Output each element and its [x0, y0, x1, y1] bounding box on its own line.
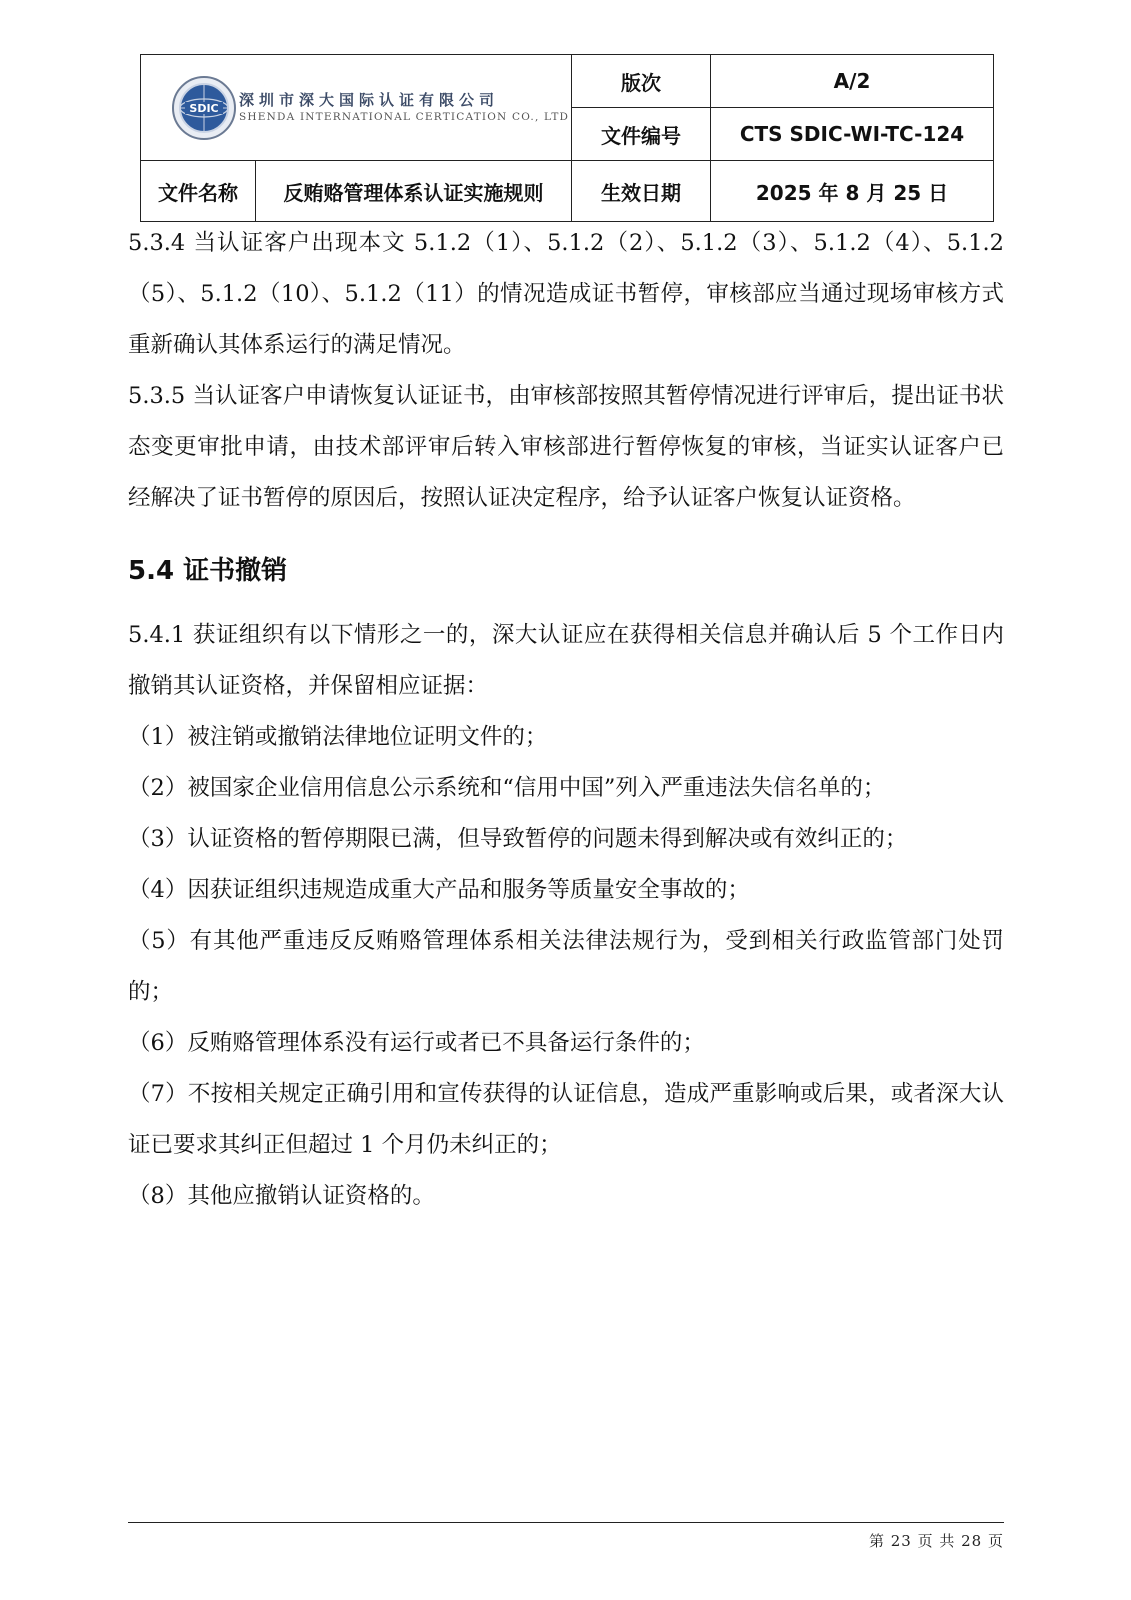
doc-name-value: 反贿赂管理体系认证实施规则 [256, 161, 572, 222]
list-item: （6）反贿赂管理体系没有运行或者已不具备运行条件的； [128, 1030, 705, 1056]
document-body [128, 218, 1004, 1222]
list-item: （1）被注销或撤销法律地位证明文件的； [128, 724, 548, 750]
list-item: （3）认证资格的暂停期限已满，但导致暂停的问题未得到解决或有效纠正的； [128, 826, 908, 852]
version-value: A/2 [711, 55, 994, 108]
list-item: （4）因获证组织违规造成重大产品和服务等质量安全事故的； [128, 877, 750, 903]
list-item: （5）有其他严重违反反贿赂管理体系相关法律法规行为，受到相关行政监管部门处罚的； [128, 928, 1004, 1005]
list-item: （7）不按相关规定正确引用和宣传获得的认证信息，造成严重影响或后果，或者深大认证已要求其纠正但超过 1 个月仍未纠正的； [128, 1081, 1004, 1158]
effective-date-label: 生效日期 [572, 161, 711, 222]
company-logo-cell [141, 55, 572, 161]
company-logo-icon [171, 75, 237, 141]
logo-text: SDIC [189, 101, 219, 115]
effective-date-value: 2025 年 8 月 25 日 [711, 161, 994, 222]
doc-number-label: 文件编号 [572, 108, 711, 161]
version-label: 版次 [572, 55, 711, 108]
section-heading-5-4: 5.4 证书撤销 [128, 556, 288, 586]
page-number: 第 23 页 共 28 页 [868, 1532, 1004, 1550]
paragraph-5-3-4: 5.3.4 当认证客户出现本文 5.1.2（1）、5.1.2（2）、5.1.2（3）、5.1.2（4）、5.1.2（5）、5.1.2（10）、5.1.2（11）的情况造成证书暂停，审核部应当通过现场审核方式重新确认其体系运行的满足情况。 [128, 230, 1004, 358]
paragraph-5-4-1: 5.4.1 获证组织有以下情形之一的，深大认证应在获得相关信息并确认后 5 个工作日内撤销其认证资格，并保留相应证据： [128, 622, 1004, 699]
list-item: （8）其他应撤销认证资格的。 [128, 1183, 435, 1209]
doc-name-label: 文件名称 [141, 161, 256, 222]
list-item: （2）被国家企业信用信息公示系统和“信用中国”列入严重违法失信名单的； [128, 775, 886, 801]
footer-divider [128, 1522, 1004, 1523]
document-header-table [140, 54, 994, 222]
paragraph-5-3-5: 5.3.5 当认证客户申请恢复认证证书，由审核部按照其暂停情况进行评审后，提出证书状态变更审批申请，由技术部评审后转入审核部进行暂停恢复的审核，当证实认证客户已经解决了证书暂停的原因后，按照认证决定程序，给予认证客户恢复认证资格。 [128, 383, 1004, 511]
company-name-en: SHENDA INTERNATIONAL CERTICATION CO., LTD [239, 111, 570, 124]
doc-number-value: CTS SDIC-WI-TC-124 [711, 108, 994, 161]
company-name-cn: 深圳市深大国际认证有限公司 [239, 91, 500, 110]
